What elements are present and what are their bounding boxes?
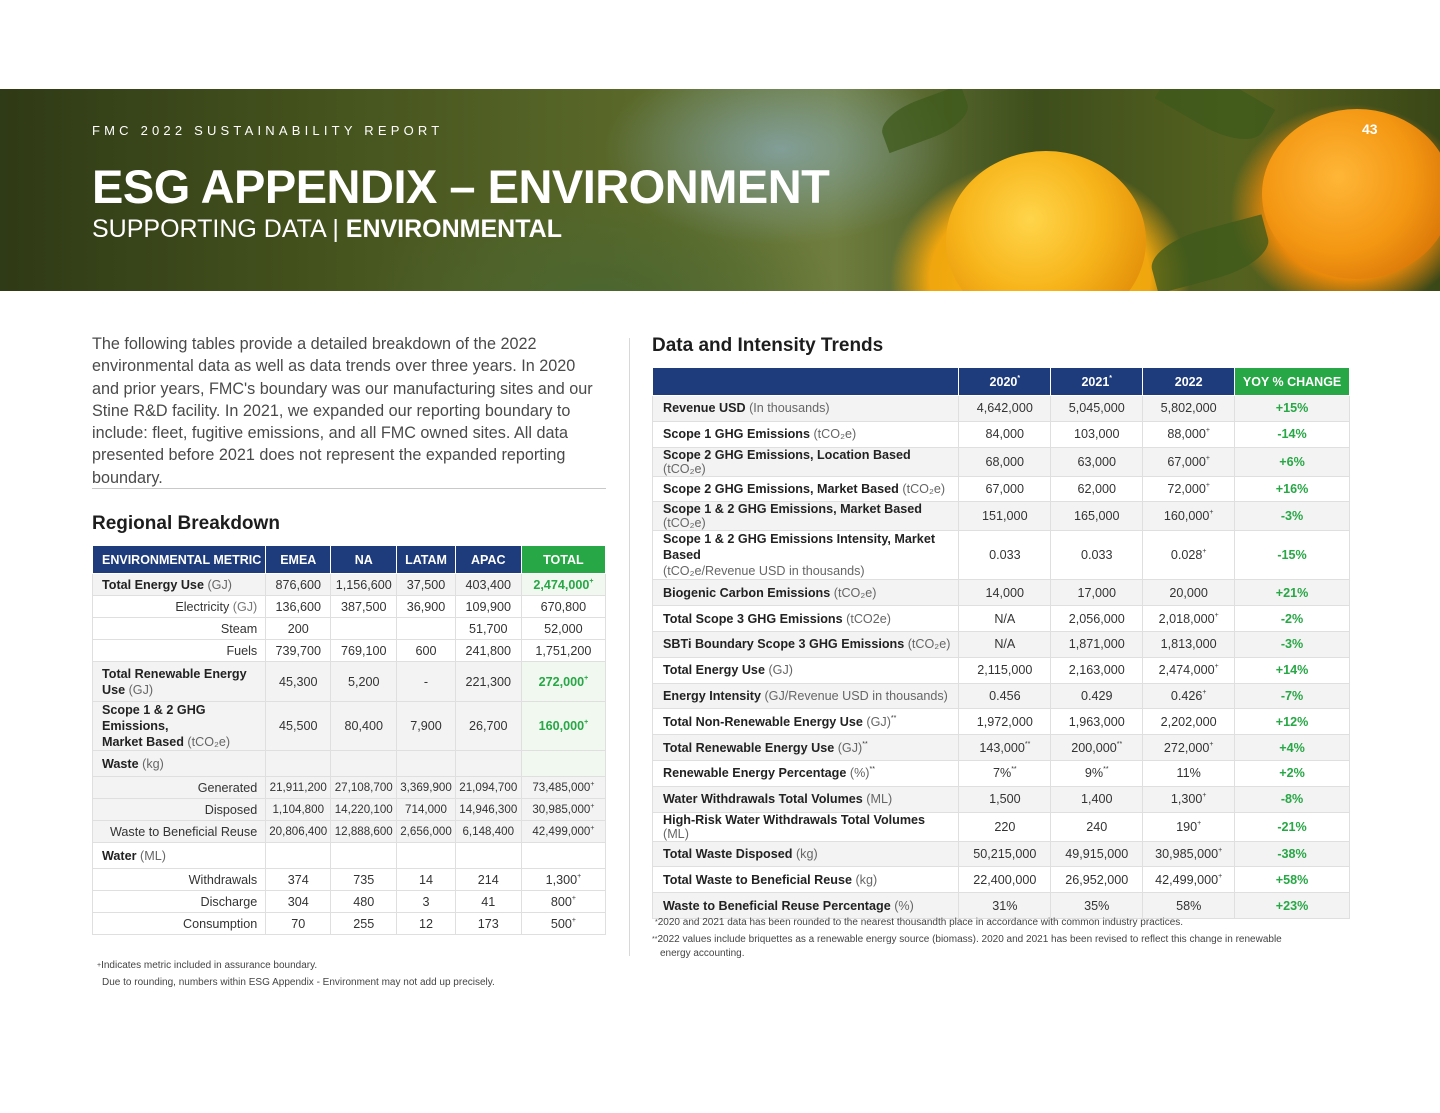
column-header — [653, 368, 959, 396]
metric-label: Scope 1 GHG Emissions (tCO₂e) — [653, 421, 959, 447]
value-cell: 160,000+ — [1143, 502, 1235, 531]
footnote: +Indicates metric included in assurance boundary. — [97, 960, 318, 971]
header-banner — [0, 89, 1440, 291]
metric-label: Waste to Beneficial Reuse Percentage (%) — [653, 893, 959, 919]
metric-label: SBTi Boundary Scope 3 GHG Emissions (tCO₂e) — [653, 631, 959, 657]
value-cell: 272,000+ — [1143, 735, 1235, 761]
value-cell: 17,000 — [1051, 580, 1143, 606]
column-header: 2021* — [1051, 368, 1143, 396]
metric-label: Scope 1 & 2 GHG Emissions, Market Based (tCO₂e) — [653, 502, 959, 531]
yoy-change-cell: -2% — [1235, 606, 1350, 632]
yoy-change-cell: +12% — [1235, 709, 1350, 735]
yoy-change-cell: +15% — [1235, 396, 1350, 422]
yoy-change-cell: -38% — [1235, 841, 1350, 867]
table-row — [653, 760, 1350, 786]
footnote: Due to rounding, numbers within ESG Appendix - Environment may not add up precisely. — [102, 977, 495, 988]
yoy-change-cell: +4% — [1235, 735, 1350, 761]
value-cell: 0.028+ — [1143, 531, 1235, 580]
footnote: **2022 values include briquettes as a renewable energy source (biomass). 2020 and 2021 has been revised to reflect this change in renewable — [652, 934, 1282, 945]
table-row — [653, 421, 1350, 447]
value-cell: 5,802,000 — [1143, 396, 1235, 422]
yoy-change-cell: -21% — [1235, 812, 1350, 841]
table-row: Consumption 70 255 12 173 500+ — [93, 913, 606, 935]
metric-label: Revenue USD (In thousands) — [653, 396, 959, 422]
orange-image — [1262, 109, 1440, 279]
value-cell: 14,000 — [959, 580, 1051, 606]
value-cell: 1,813,000 — [1143, 631, 1235, 657]
value-cell: 143,000** — [959, 735, 1051, 761]
table-row — [653, 812, 1350, 841]
leaf-decoration — [1155, 89, 1275, 153]
table-row: Withdrawals 374 735 14 214 1,300+ — [93, 869, 606, 891]
value-cell: 7%** — [959, 760, 1051, 786]
regional-breakdown-title: Regional Breakdown — [92, 513, 280, 534]
column-header: ENVIRONMENTAL METRIC — [93, 546, 266, 574]
table-row: Scope 1 & 2 GHG Emissions, Market Based (tCO₂e) 45,500 80,400 7,900 26,700 160,000+ — [93, 702, 606, 751]
table-row: Steam 200 51,700 52,000 — [93, 618, 606, 640]
metric-label: Energy Intensity (GJ/Revenue USD in thousands) — [653, 683, 959, 709]
metric-label: Scope 2 GHG Emissions, Location Based (tCO₂e) — [653, 447, 959, 476]
value-cell: 200,000** — [1051, 735, 1143, 761]
report-kicker: FMC 2022 SUSTAINABILITY REPORT — [92, 123, 444, 138]
regional-breakdown-table — [92, 545, 606, 935]
metric-label: Scope 1 & 2 GHG Emissions Intensity, Market Based (tCO₂e/Revenue USD in thousands) — [653, 531, 959, 580]
value-cell: 35% — [1051, 893, 1143, 919]
yoy-change-cell: +23% — [1235, 893, 1350, 919]
value-cell: 63,000 — [1051, 447, 1143, 476]
yoy-change-cell: -14% — [1235, 421, 1350, 447]
value-cell: 2,202,000 — [1143, 709, 1235, 735]
table-header-row — [653, 368, 1350, 396]
footnote: energy accounting. — [660, 948, 745, 959]
column-header: EMEA — [266, 546, 331, 574]
value-cell: 67,000+ — [1143, 447, 1235, 476]
metric-label: Scope 2 GHG Emissions, Market Based (tCO₂e) — [653, 476, 959, 502]
metric-label: Total Renewable Energy Use (GJ)** — [653, 735, 959, 761]
value-cell: 165,000 — [1051, 502, 1143, 531]
value-cell: N/A — [959, 631, 1051, 657]
yoy-change-cell: +6% — [1235, 447, 1350, 476]
metric-label: Total Waste Disposed (kg) — [653, 841, 959, 867]
data-trends-table — [652, 367, 1350, 919]
table-row — [653, 683, 1350, 709]
value-cell: 0.033 — [959, 531, 1051, 580]
value-cell: 1,963,000 — [1051, 709, 1143, 735]
table-row: Waste to Beneficial Reuse 20,806,400 12,888,600 2,656,000 6,148,400 42,499,000+ — [93, 821, 606, 843]
table-row — [653, 531, 1350, 580]
value-cell: 1,871,000 — [1051, 631, 1143, 657]
value-cell: 9%** — [1051, 760, 1143, 786]
value-cell: 2,163,000 — [1051, 657, 1143, 683]
yoy-change-cell: +14% — [1235, 657, 1350, 683]
table-header-row — [93, 546, 606, 574]
value-cell: 67,000 — [959, 476, 1051, 502]
metric-label: Total Scope 3 GHG Emissions (tCO2e) — [653, 606, 959, 632]
orange-image — [946, 151, 1146, 291]
table-row: Total Renewable Energy Use (GJ) 45,300 5,200 - 221,300 272,000+ — [93, 662, 606, 702]
table-row: Total Energy Use (GJ) 876,600 1,156,600 37,500 403,400 2,474,000+ — [93, 574, 606, 596]
value-cell: 2,474,000+ — [1143, 657, 1235, 683]
table-row: Fuels 739,700 769,100 600 241,800 1,751,200 — [93, 640, 606, 662]
column-divider — [629, 338, 630, 956]
value-cell: 1,972,000 — [959, 709, 1051, 735]
value-cell: 5,045,000 — [1051, 396, 1143, 422]
column-header: 2022 — [1143, 368, 1235, 396]
yoy-change-cell: -15% — [1235, 531, 1350, 580]
metric-label: Water Withdrawals Total Volumes (ML) — [653, 786, 959, 812]
intro-paragraph: The following tables provide a detailed breakdown of the 2022 environmental data as well as data trends over three years. In 2020 and prior years, FMC's boundary was our manufacturing sites and our Stine R&D facility. In 2021, we expanded our reporting boundary to include: fleet, fugitive emissions, and all FMC owned sites. All data presented before 2021 does not represent the expanded reporting boundary. — [92, 335, 593, 487]
yoy-change-cell: -3% — [1235, 502, 1350, 531]
table-row — [653, 396, 1350, 422]
value-cell: 22,400,000 — [959, 867, 1051, 893]
page-title: ESG APPENDIX – ENVIRONMENT — [92, 160, 830, 213]
table-row — [653, 709, 1350, 735]
yoy-change-cell: +2% — [1235, 760, 1350, 786]
metric-label: Total Waste to Beneficial Reuse (kg) — [653, 867, 959, 893]
value-cell: 20,000 — [1143, 580, 1235, 606]
value-cell: 2,056,000 — [1051, 606, 1143, 632]
table-row — [653, 657, 1350, 683]
metric-label: Renewable Energy Percentage (%)** — [653, 760, 959, 786]
table-row: Generated 21,911,200 27,108,700 3,369,900 21,094,700 73,485,000+ — [93, 777, 606, 799]
value-cell: 0.456 — [959, 683, 1051, 709]
metric-label: High-Risk Water Withdrawals Total Volumes (ML) — [653, 812, 959, 841]
metric-label: Total Energy Use (GJ) — [653, 657, 959, 683]
value-cell: 1,400 — [1051, 786, 1143, 812]
yoy-change-cell: +16% — [1235, 476, 1350, 502]
table-row: Disposed 1,104,800 14,220,100 714,000 14,946,300 30,985,000+ — [93, 799, 606, 821]
value-cell: 72,000+ — [1143, 476, 1235, 502]
value-cell: 84,000 — [959, 421, 1051, 447]
value-cell: 49,915,000 — [1051, 841, 1143, 867]
value-cell: 190+ — [1143, 812, 1235, 841]
table-row — [653, 786, 1350, 812]
value-cell: 1,500 — [959, 786, 1051, 812]
table-row — [653, 447, 1350, 476]
value-cell: 103,000 — [1051, 421, 1143, 447]
column-header: LATAM — [397, 546, 456, 574]
table-row: Waste (kg) — [93, 751, 606, 777]
value-cell: 4,642,000 — [959, 396, 1051, 422]
table-row — [653, 502, 1350, 531]
leaf-decoration — [876, 89, 974, 153]
table-row — [653, 606, 1350, 632]
value-cell: 68,000 — [959, 447, 1051, 476]
value-cell: 42,499,000+ — [1143, 867, 1235, 893]
table-row: Electricity (GJ) 136,600 387,500 36,900 109,900 670,800 — [93, 596, 606, 618]
table-row — [653, 631, 1350, 657]
column-header: NA — [331, 546, 397, 574]
value-cell: 11% — [1143, 760, 1235, 786]
metric-label: Biogenic Carbon Emissions (tCO₂e) — [653, 580, 959, 606]
metric-label: Total Non-Renewable Energy Use (GJ)** — [653, 709, 959, 735]
table-row — [653, 867, 1350, 893]
value-cell: 0.426+ — [1143, 683, 1235, 709]
value-cell: 50,215,000 — [959, 841, 1051, 867]
value-cell: 0.033 — [1051, 531, 1143, 580]
table-row — [653, 476, 1350, 502]
table-row: Water (ML) — [93, 843, 606, 869]
column-header: APAC — [455, 546, 521, 574]
value-cell: 0.429 — [1051, 683, 1143, 709]
trends-title: Data and Intensity Trends — [652, 335, 884, 356]
value-cell: 2,115,000 — [959, 657, 1051, 683]
column-header: 2020* — [959, 368, 1051, 396]
page-number: 43 — [1362, 121, 1378, 137]
column-header: YOY % CHANGE — [1235, 368, 1350, 396]
value-cell: 1,300+ — [1143, 786, 1235, 812]
table-row — [653, 580, 1350, 606]
table-row — [653, 735, 1350, 761]
yoy-change-cell: -7% — [1235, 683, 1350, 709]
leaf-decoration — [1146, 214, 1275, 291]
yoy-change-cell: +21% — [1235, 580, 1350, 606]
yoy-change-cell: -8% — [1235, 786, 1350, 812]
value-cell: N/A — [959, 606, 1051, 632]
yoy-change-cell: +58% — [1235, 867, 1350, 893]
value-cell: 151,000 — [959, 502, 1051, 531]
value-cell: 220 — [959, 812, 1051, 841]
value-cell: 58% — [1143, 893, 1235, 919]
value-cell: 240 — [1051, 812, 1143, 841]
value-cell: 88,000+ — [1143, 421, 1235, 447]
value-cell: 2,018,000+ — [1143, 606, 1235, 632]
value-cell: 62,000 — [1051, 476, 1143, 502]
divider — [92, 488, 606, 489]
value-cell: 26,952,000 — [1051, 867, 1143, 893]
yoy-change-cell: -3% — [1235, 631, 1350, 657]
table-row: Discharge 304 480 3 41 800+ — [93, 891, 606, 913]
page-subtitle: SUPPORTING DATA | ENVIRONMENTAL — [92, 215, 562, 243]
value-cell: 30,985,000+ — [1143, 841, 1235, 867]
footnote: *2020 and 2021 data has been rounded to the nearest thousandth place in accordance with common industry practices. — [655, 917, 1184, 928]
column-header: TOTAL — [521, 546, 605, 574]
value-cell: 31% — [959, 893, 1051, 919]
table-row — [653, 841, 1350, 867]
